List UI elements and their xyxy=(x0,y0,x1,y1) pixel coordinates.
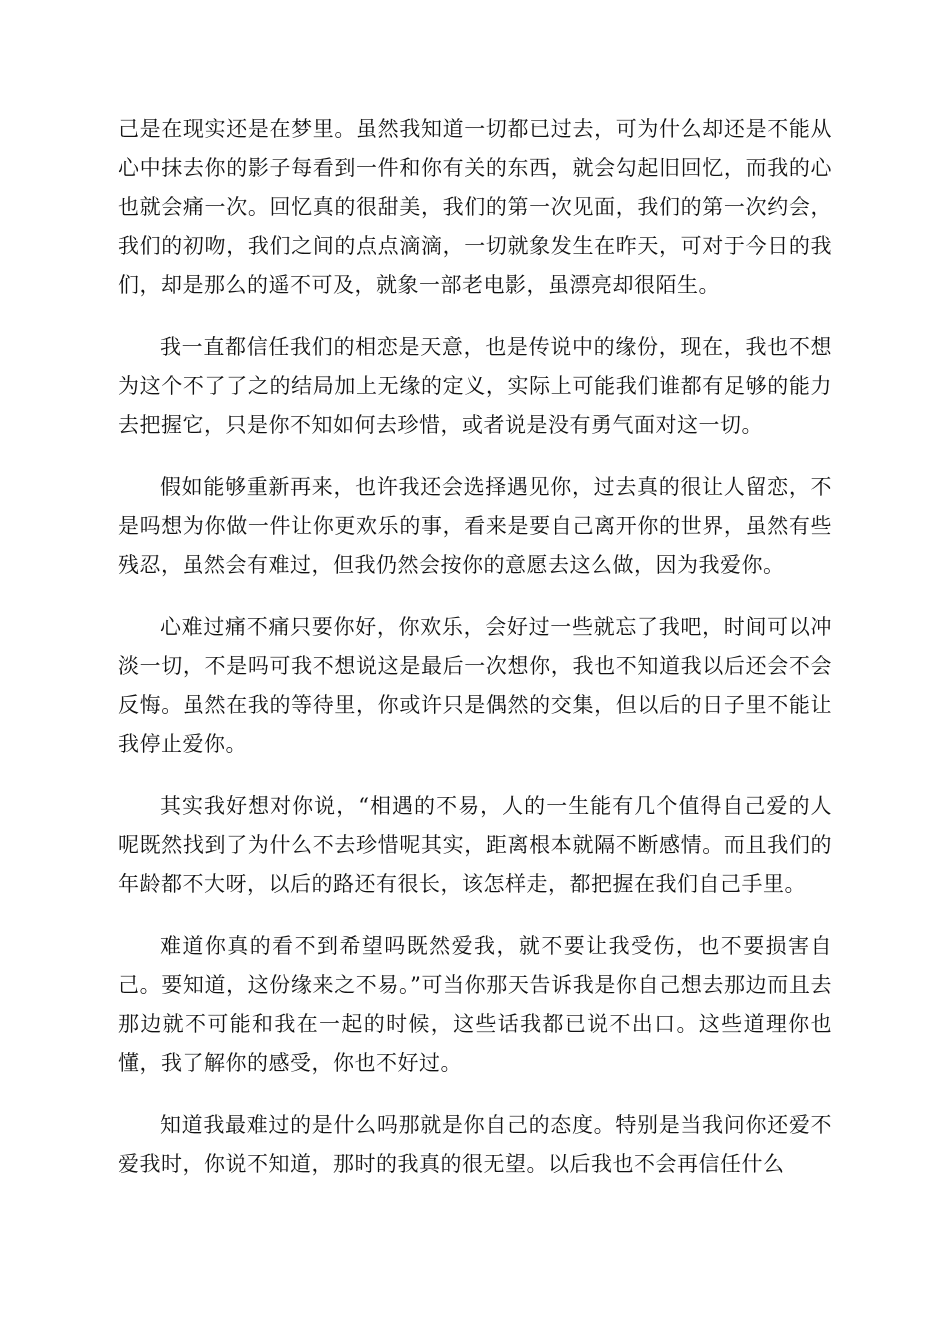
paragraph-6: 难道你真的看不到希望吗既然爱我，就不要让我受伤，也不要损害自己。要知道，这份缘来之不易。”可当你那天告诉我是你自己想去那边而且去那边就不可能和我在一起的时候，这些话我都已说不出口。这些道理你也懂，我了解你的感受，你也不好过。 xyxy=(118,934,832,1075)
paragraph-3: 假如能够重新再来，也许我还会选择遇见你，过去真的很让人留恋，不是吗想为你做一件让你更欢乐的事，看来是要自己离开你的世界，虽然有些残忍，虽然会有难过，但我仍然会按你的意愿去这么做，因为我爱你。 xyxy=(118,475,832,577)
paragraph-2: 我一直都信任我们的相恋是天意，也是传说中的缘份，现在，我也不想为这个不了了之的结局加上无缘的定义，实际上可能我们谁都有足够的能力去把握它，只是你不知如何去珍惜，或者说是没有勇气面对这一切。 xyxy=(118,335,832,437)
paragraph-1: 己是在现实还是在梦里。虽然我知道一切都已过去，可为什么却还是不能从心中抹去你的影子每看到一件和你有关的东西，就会勾起旧回忆，而我的心也就会痛一次。回忆真的很甜美，我们的第一次见面，我们的第一次约会，我们的初吻，我们之间的点点滴滴，一切就象发生在昨天，可对于今日的我们，却是那么的遥不可及，就象一部老电影，虽漂亮却很陌生。 xyxy=(118,117,832,297)
document-body xyxy=(118,110,832,1207)
paragraph-4: 心难过痛不痛只要你好，你欢乐，会好过一些就忘了我吧，时间可以冲淡一切，不是吗可我不想说这是最后一次想你，我也不知道我以后还会不会反悔。虽然在我的等待里，你或许只是偶然的交集，但以后的日子里不能让我停止爱你。 xyxy=(118,615,832,756)
paragraph-7: 知道我最难过的是什么吗那就是你自己的态度。特别是当我问你还爱不爱我时，你说不知道，那时的我真的很无望。以后我也不会再信任什么 xyxy=(118,1113,832,1176)
paragraph-5: 其实我好想对你说，“相遇的不易，人的一生能有几个值得自己爱的人呢既然找到了为什么不去珍惜呢其实，距离根本就隔不断感情。而且我们的年龄都不大呀，以后的路还有很长，该怎样走，都把握在我们自己手里。 xyxy=(118,794,832,896)
